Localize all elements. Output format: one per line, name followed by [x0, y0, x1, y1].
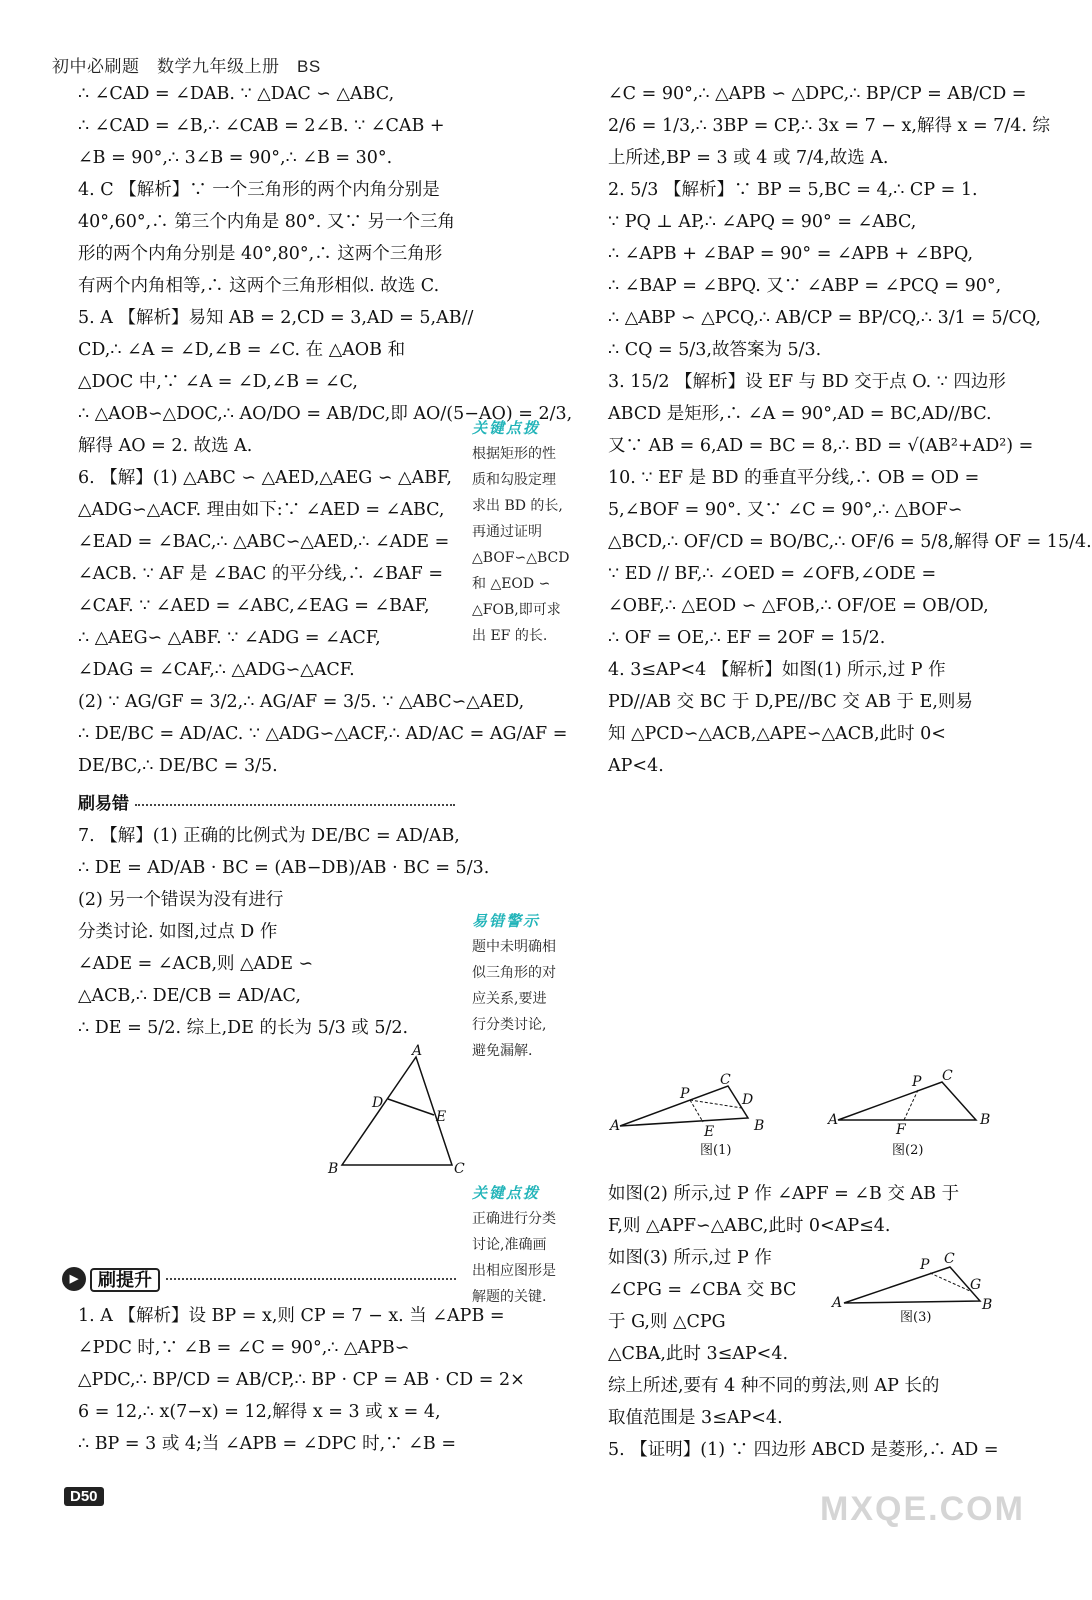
- text-line: ∠CAF. ∵ ∠AED = ∠ABC,∠EAG = ∠BAF,: [78, 596, 430, 616]
- text-line: 应关系,要进: [472, 991, 547, 1007]
- left-column-bottom: [78, 1300, 525, 1460]
- svg-text:C: C: [720, 1072, 731, 1088]
- text-line: 综上所述,要有 4 种不同的剪法,则 AP 长的: [608, 1376, 940, 1396]
- text-line: PD//AB 交 BC 于 D,PE//BC 交 AB 于 E,则易: [608, 692, 973, 712]
- text-line: 2/6 = 1/3,∴ 3BP = CP,∴ 3x = 7 − x,解得 x = 7/4. 综: [608, 116, 1050, 136]
- triangle-figure-3: [830, 1245, 1000, 1325]
- text-line: ∠ADE = ∠ACB,则 △ADE ∽: [78, 954, 314, 974]
- text-line: 6. 【解】(1) △ABC ∽ △AED,△AEG ∽ △ABF,: [78, 468, 452, 488]
- text-line: 正确进行分类: [472, 1211, 556, 1227]
- text-line: ∵ PQ ⊥ AP,∴ ∠APQ = 90° = ∠ABC,: [608, 212, 917, 232]
- text-line: 知 △PCD∽△ACB,△APE∽△ACB,此时 0<: [608, 724, 946, 744]
- text-line: 似三角形的对: [472, 965, 556, 981]
- text-line: 6 = 12,∴ x(7−x) = 12,解得 x = 3 或 x = 4,: [78, 1402, 441, 1422]
- tip-box-2: 易错警示 题中未明确相 似三角形的对 应关系,要进 行分类讨论, 避免漏解.: [472, 908, 582, 1064]
- text-line: △BOF∽△BCD: [472, 550, 570, 566]
- svg-text:G: G: [970, 1277, 982, 1293]
- triangle-figure-q7: [322, 1045, 467, 1180]
- svg-text:A: A: [832, 1295, 843, 1311]
- triangle-figure-2: [826, 1070, 996, 1158]
- svg-text:C: C: [942, 1068, 953, 1084]
- text-line: 3. 15/2 【解析】设 EF 与 BD 交于点 O. ∵ 四边形: [608, 372, 1006, 392]
- text-line: 解得 AO = 2. 故选 A.: [78, 436, 253, 456]
- text-line: 2. 5/3 【解析】∵ BP = 5,BC = 4,∴ CP = 1.: [608, 180, 978, 200]
- text-line: ∴ ∠BAP = ∠BPQ. 又∵ ∠ABP = ∠PCQ = 90°,: [608, 276, 1002, 296]
- svg-text:图(3): 图(3): [900, 1310, 932, 1325]
- text-line: 5,∠BOF = 90°. 又∵ ∠C = 90°,∴ △BOF∽: [608, 500, 963, 520]
- svg-text:B: B: [982, 1297, 993, 1313]
- text-line: ∠CPG = ∠CBA 交 BC: [608, 1280, 797, 1300]
- svg-text:C: C: [944, 1251, 955, 1267]
- text-line: 又∵ AB = 6,AD = BC = 8,∴ BD = √(AB²+AD²) =: [608, 436, 1034, 456]
- text-line: ∴ △AEG∽ △ABF. ∵ ∠ADG = ∠ACF,: [78, 628, 381, 648]
- badge-icon: ▶: [62, 1267, 86, 1291]
- svg-text:图(1): 图(1): [700, 1143, 732, 1158]
- text-line: AP<4.: [608, 756, 664, 776]
- page-number: D50: [64, 1487, 104, 1506]
- text-line: 如图(2) 所示,过 P 作 ∠APF = ∠B 交 AB 于: [608, 1184, 960, 1204]
- text-line: 根据矩形的性: [472, 446, 556, 462]
- svg-text:A: A: [828, 1112, 839, 1128]
- svg-text:D: D: [372, 1095, 384, 1111]
- text-line: 解题的关键.: [472, 1289, 547, 1305]
- text-line: 行分类讨论,: [472, 1017, 547, 1033]
- svg-text:P: P: [680, 1086, 690, 1102]
- text-line: ∴ CQ = 5/3,故答案为 5/3.: [608, 340, 822, 360]
- text-line: △BCD,∴ OF/CD = BO/BC,∴ OF/6 = 5/8,解得 OF = 15/4.: [608, 532, 1092, 552]
- svg-text:A: A: [610, 1118, 621, 1134]
- svg-text:P: P: [920, 1257, 930, 1273]
- text-line: DE/BC,∴ DE/BC = 3/5.: [78, 756, 278, 776]
- text-line: 如图(3) 所示,过 P 作: [608, 1248, 772, 1268]
- text-line: 上所述,BP = 3 或 4 或 7/4,故选 A.: [608, 148, 889, 168]
- text-line: 取值范围是 3≤AP<4.: [608, 1408, 783, 1428]
- section-easy-error: 刷易错: [78, 788, 462, 820]
- svg-text:E: E: [436, 1109, 447, 1125]
- text-line: 质和勾股定理: [472, 472, 556, 488]
- text-line: △CBA,此时 3≤AP<4.: [608, 1344, 789, 1364]
- text-line: ∴ BP = 3 或 4;当 ∠APB = ∠DPC 时,∵ ∠B =: [78, 1434, 456, 1454]
- text-line: △DOC 中,∵ ∠A = ∠D,∠B = ∠C,: [78, 372, 358, 392]
- text-line: 有两个内角相等,∴ 这两个三角形相似. 故选 C.: [78, 276, 440, 296]
- svg-text:D: D: [742, 1092, 754, 1108]
- text-line: 5. A 【解析】易知 AB = 2,CD = 3,AD = 5,AB//: [78, 308, 474, 328]
- text-line: ∠PDC 时,∵ ∠B = ∠C = 90°,∴ △APB∽: [78, 1338, 410, 1358]
- tip-box-1: 关键点拨 根据矩形的性 质和勾股定理 求出 BD 的长, 再通过证明 △BOF∽△BCD 和 △EOD ∽ △FOB,即可求 出 EF 的长.: [472, 415, 582, 649]
- text-line: △PDC,∴ BP/CD = AB/CP,∴ BP · CP = AB · CD = 2×: [78, 1370, 525, 1390]
- text-line: △ACB,∴ DE/CB = AD/AC,: [78, 986, 301, 1006]
- text-line: 讨论,准确画: [472, 1237, 547, 1253]
- svg-text:F: F: [896, 1122, 906, 1138]
- text-line: ∴ DE/BC = AD/AC. ∵ △ADG∽△ACF,∴ AD/AC = AG/AF =: [78, 724, 568, 744]
- text-line: △ADG∽△ACF. 理由如下:∵ ∠AED = ∠ABC,: [78, 500, 445, 520]
- text-line: ∠EAD = ∠BAC,∴ △ABC∽△AED,∴ ∠ADE =: [78, 532, 450, 552]
- text-line: ∴ DE = 5/2. 综上,DE 的长为 5/3 或 5/2.: [78, 1018, 409, 1038]
- text-line: ∴ DE = AD/AB · BC = (AB−DB)/AB · BC = 5/3.: [78, 858, 490, 878]
- text-line: 10. ∵ EF 是 BD 的垂直平分线,∴ OB = OD =: [608, 468, 980, 488]
- text-line: 求出 BD 的长,: [472, 498, 563, 514]
- text-line: 避免漏解.: [472, 1043, 533, 1059]
- tip-box-3: 关键点拨 正确进行分类 讨论,准确画 出相应图形是 解题的关键.: [472, 1180, 582, 1310]
- text-line: 于 G,则 △CPG: [608, 1312, 726, 1332]
- text-line: ∴ ∠APB + ∠BAP = 90° = ∠APB + ∠BPQ,: [608, 244, 974, 264]
- text-line: 40°,60°,∴ 第三个内角是 80°. 又∵ 另一个三角: [78, 212, 455, 232]
- text-line: 4. C 【解析】∵ 一个三角形的两个内角分别是: [78, 180, 440, 200]
- text-line: 7. 【解】(1) 正确的比例式为 DE/BC = AD/AB,: [78, 826, 460, 846]
- svg-text:B: B: [328, 1161, 339, 1177]
- svg-text:图(2): 图(2): [892, 1143, 924, 1158]
- text-line: 和 △EOD ∽: [472, 576, 551, 592]
- text-line: 出 EF 的长.: [472, 628, 548, 644]
- text-line: ∴ OF = OE,∴ EF = 2OF = 15/2.: [608, 628, 886, 648]
- text-line: 题中未明确相: [472, 939, 556, 955]
- triangle-figure-1: [608, 1070, 788, 1158]
- right-column: [608, 78, 1092, 782]
- text-line: 分类讨论. 如图,过点 D 作: [78, 922, 278, 942]
- text-line: ∴ ∠CAD = ∠DAB. ∵ △DAC ∽ △ABC,: [78, 84, 395, 104]
- text-line: CD,∴ ∠A = ∠D,∠B = ∠C. 在 △AOB 和: [78, 340, 406, 360]
- svg-text:B: B: [754, 1118, 765, 1134]
- text-line: (2) 另一个错误为没有进行: [78, 890, 284, 910]
- text-line: 4. 3≤AP<4 【解析】如图(1) 所示,过 P 作: [608, 660, 946, 680]
- text-line: ∠DAG = ∠CAF,∴ △ADG∽△ACF.: [78, 660, 355, 680]
- text-line: 再通过证明: [472, 524, 542, 540]
- text-line: (2) ∵ AG/GF = 3/2,∴ AG/AF = 3/5. ∵ △ABC∽△AED,: [78, 692, 525, 712]
- text-line: ∠ACB. ∵ AF 是 ∠BAC 的平分线,∴ ∠BAF =: [78, 564, 444, 584]
- text-line: ABCD 是矩形,∴ ∠A = 90°,AD = BC,AD//BC.: [608, 404, 992, 424]
- svg-text:C: C: [454, 1161, 465, 1177]
- svg-text:A: A: [412, 1043, 423, 1059]
- section-upgrade-badge: ▶ 刷提升: [62, 1266, 456, 1292]
- text-line: 1. A 【解析】设 BP = x,则 CP = 7 − x. 当 ∠APB =: [78, 1306, 505, 1326]
- svg-text:P: P: [912, 1074, 922, 1090]
- text-line: △FOB,即可求: [472, 602, 561, 618]
- svg-text:E: E: [704, 1124, 715, 1140]
- page-header: 初中必刷题 数学九年级上册 BS: [52, 57, 321, 76]
- watermark: MXQE.COM: [820, 1490, 1025, 1528]
- text-line: F,则 △APF∽△ABC,此时 0<AP≤4.: [608, 1216, 891, 1236]
- text-line: 出相应图形是: [472, 1263, 556, 1279]
- text-line: 5. 【证明】(1) ∵ 四边形 ABCD 是菱形,∴ AD =: [608, 1440, 999, 1460]
- svg-text:B: B: [980, 1112, 991, 1128]
- text-line: ∴ △AOB∽△DOC,∴ AO/DO = AB/DC,即 AO/(5−AO) = 2/3,: [78, 404, 573, 424]
- text-line: ∴ △ABP ∽ △PCQ,∴ AB/CP = BP/CQ,∴ 3/1 = 5/CQ,: [608, 308, 1041, 328]
- text-line: ∵ ED // BF,∴ ∠OED = ∠OFB,∠ODE =: [608, 564, 937, 584]
- text-line: ∠B = 90°,∴ 3∠B = 90°,∴ ∠B = 30°.: [78, 148, 393, 168]
- text-line: ∠OBF,∴ △EOD ∽ △FOB,∴ OF/OE = OB/OD,: [608, 596, 989, 616]
- text-line: ∴ ∠CAD = ∠B,∴ ∠CAB = 2∠B. ∵ ∠CAB +: [78, 116, 445, 136]
- text-line: ∠C = 90°,∴ △APB ∽ △DPC,∴ BP/CP = AB/CD =: [608, 84, 1027, 104]
- text-line: 形的两个内角分别是 40°,80°,∴ 这两个三角形: [78, 244, 443, 264]
